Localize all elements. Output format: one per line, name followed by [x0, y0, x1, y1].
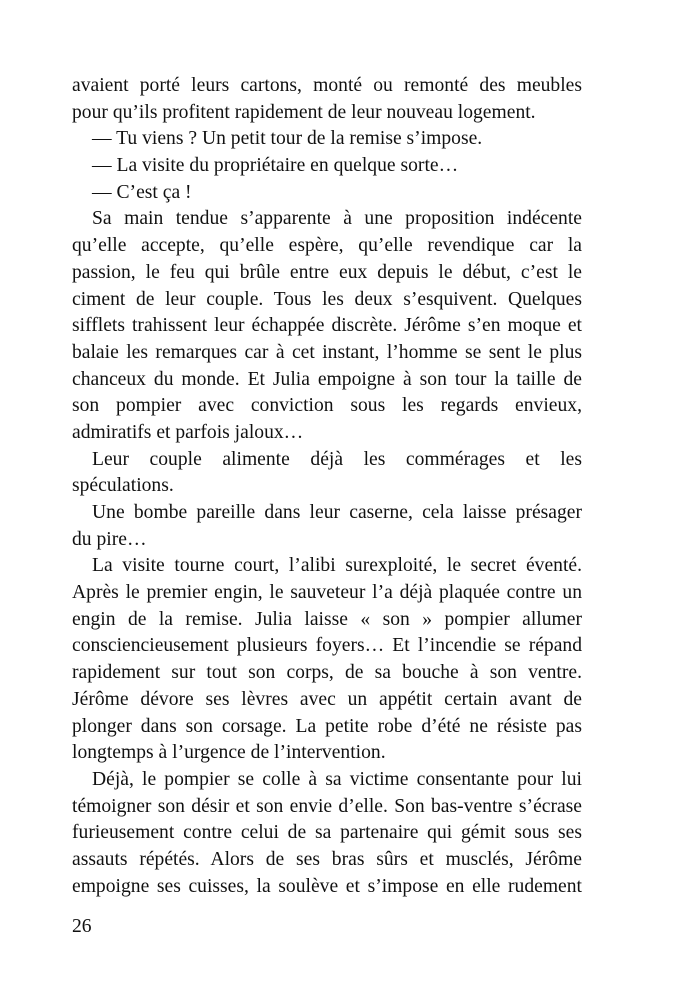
text-line: — C’est ça !: [92, 181, 192, 203]
text-line: La visite tourne court, l’alibi surexploité, le secret éventé.: [92, 555, 582, 577]
text-line: Après le premier engin, le sauveteur l’a déjà plaquée contre un: [72, 582, 582, 604]
text-line: engin de la remise. Julia laisse « son » pompier allumer: [72, 608, 582, 630]
text-line: avaient porté leurs cartons, monté ou remonté des meubles: [72, 75, 582, 96]
text-line: pour qu’ils profitent rapidement de leur nouveau logement.: [72, 101, 536, 123]
text-line: sifflets trahissent leur échappée discrète. Jérôme s’en moque et: [72, 315, 582, 337]
text-line: — La visite du propriétaire en quelque sorte…: [92, 155, 459, 177]
text-line: témoigner son désir et son envie d’elle. Son bas-ventre s’écrase: [72, 795, 582, 817]
text-line: ciment de leur couple. Tous les deux s’esquivent. Quelques: [72, 288, 582, 310]
text-line: son pompier avec conviction sous les regards envieux,: [72, 395, 582, 417]
text-line: furieusement contre celui de sa partenaire qui gémit sous ses: [72, 822, 582, 844]
text-line: empoigne ses cuisses, la soulève et s’impose en elle rudement: [72, 875, 582, 897]
text-line: Déjà, le pompier se colle à sa victime consentante pour lui: [92, 768, 582, 790]
text-line: admiratifs et parfois jaloux…: [72, 421, 304, 443]
text-line: longtemps à l’urgence de l’intervention.: [72, 742, 386, 764]
page-number: 26: [72, 916, 92, 937]
text-line: Sa main tendue s’apparente à une proposition indécente: [92, 208, 582, 230]
text-line: spéculations.: [72, 475, 174, 497]
text-line: — Tu viens ? Un petit tour de la remise s’impose.: [92, 128, 483, 150]
body-text: [72, 73, 582, 900]
text-line: balaie les remarques car à cet instant, l’homme se sent le plus: [72, 341, 582, 363]
text-line: Jérôme dévore ses lèvres avec un appétit certain avant de: [72, 688, 582, 710]
text-line: rapidement sur tout son corps, de sa bouche à son ventre.: [72, 662, 582, 684]
text-line: assauts répétés. Alors de ses bras sûrs et musclés, Jérôme: [72, 848, 582, 870]
text-line: passion, le feu qui brûle entre eux depuis le début, c’est le: [72, 261, 582, 283]
text-line: chanceux du monde. Et Julia empoigne à son tour la taille de: [72, 368, 582, 390]
text-line: consciencieusement plusieurs foyers… Et l’incendie se répand: [72, 635, 582, 657]
text-line: du pire…: [72, 528, 147, 550]
text-line: plonger dans son corsage. La petite robe d’été ne résiste pas: [72, 715, 582, 737]
text-line: qu’elle accepte, qu’elle espère, qu’elle revendique car la: [72, 235, 582, 257]
text-line: Leur couple alimente déjà les commérages et les: [92, 448, 582, 470]
text-line: Une bombe pareille dans leur caserne, cela laisse présager: [92, 502, 582, 523]
